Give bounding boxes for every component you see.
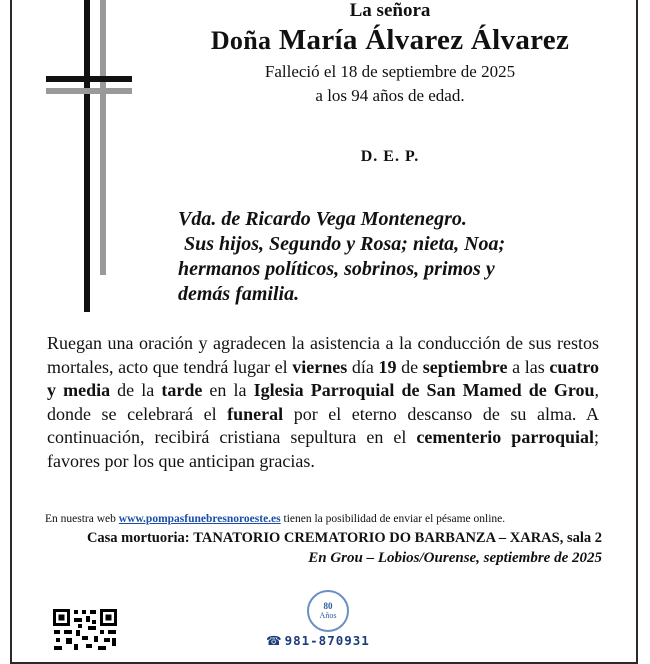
body-text-part: ; favores por los que anticipan gracias. xyxy=(47,427,600,471)
body-text-part: a las xyxy=(507,356,550,377)
web-notice-text: En nuestra web xyxy=(45,513,119,525)
body-text-part: de la xyxy=(110,380,162,400)
web-notice-text: tienen la posibilidad de enviar el pésame online. xyxy=(280,513,506,525)
body-text-bold: Iglesia Parroquial de San Mamed de Grou xyxy=(253,380,595,400)
body-text-bold: 19 xyxy=(378,356,397,377)
body-text-bold: viernes xyxy=(292,356,348,377)
body-text-bold: septiembre xyxy=(422,356,508,377)
family-block xyxy=(178,207,618,307)
body-text-bold: funeral xyxy=(227,403,284,424)
body-text-bold: cementerio parroquial xyxy=(416,427,594,447)
rip-text: D. E. P. xyxy=(360,148,420,165)
body-text-part: Ruegan una oración y agradecen la asistencia a la conducción de sus restos mortales, acto que tendrá lugar el xyxy=(47,333,599,377)
phone-contact[interactable] xyxy=(266,633,370,648)
body-text-bold: tarde xyxy=(161,380,203,400)
ceremony-text xyxy=(47,332,599,473)
anniversary-logo xyxy=(307,590,349,632)
funeral-home-value: TANATORIO CREMATORIO DO BARBANZA – XARAS, sala 2 xyxy=(193,530,602,546)
title-line: La señora xyxy=(349,0,431,21)
phone-number: 981-870931 xyxy=(284,633,370,648)
family-line: hermanos políticos, sobrinos, primos y xyxy=(178,258,495,280)
family-line: Sus hijos, Segundo y Rosa; nieta, Noa; xyxy=(184,233,506,255)
phone-icon: ☎ xyxy=(266,633,283,648)
website-link[interactable]: www.pompasfunebresnoroeste.es xyxy=(118,513,281,525)
qr-code-icon xyxy=(52,608,118,650)
name-text: María Álvarez Álvarez xyxy=(278,24,570,56)
logo-years: 80 xyxy=(323,601,333,611)
body-text-part: de xyxy=(396,356,423,377)
death-date-line: Falleció el 18 de septiembre de 2025 xyxy=(264,62,516,81)
family-line: demás familia. xyxy=(178,283,300,305)
funeral-home-line xyxy=(42,530,602,547)
body-text-bold: cuatro y media xyxy=(47,356,600,400)
logo-text: Años xyxy=(319,611,337,620)
body-text-part: en la xyxy=(202,380,254,400)
cross-icon xyxy=(46,0,136,320)
deceased-name xyxy=(150,24,630,57)
age-line: a los 94 años de edad. xyxy=(315,86,465,105)
funeral-home-label: Casa mortuoria: xyxy=(86,530,190,546)
name-prefix: Doña xyxy=(210,26,272,55)
body-text-part: día xyxy=(347,356,379,377)
family-line: Vda. de Ricardo Vega Montenegro. xyxy=(178,208,467,230)
body-text-part: , donde se celebrará el xyxy=(47,380,600,424)
place-date: En Grou – Lobios/Ourense, septiembre de 2025 xyxy=(308,550,602,566)
web-notice xyxy=(45,513,605,525)
body-text-part: por el eterno descanso de su alma. A continuación, recibirá cristiana sepultura en el xyxy=(47,403,599,447)
